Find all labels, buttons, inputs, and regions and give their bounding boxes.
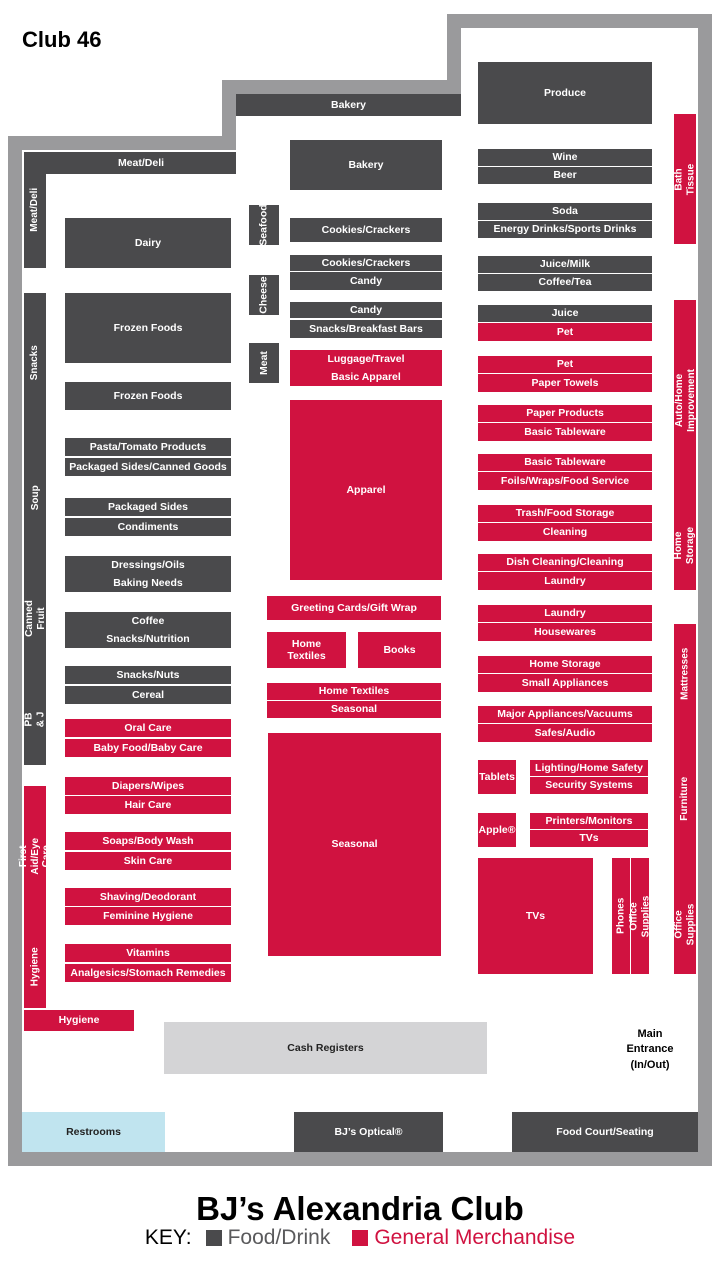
area-cash-registers	[164, 1022, 487, 1074]
area-label: Packaged Sides	[108, 500, 188, 513]
area-hygiene-side	[24, 926, 46, 1008]
legend-food-text: Food/Drink	[227, 1226, 331, 1249]
legend	[0, 1226, 720, 1250]
area-label: Condiments	[117, 520, 179, 533]
area-label: Home Storage	[673, 526, 697, 564]
area-label: Dairy	[134, 236, 162, 249]
area-label: TVs	[579, 832, 599, 845]
area-paper-towels	[478, 374, 652, 392]
area-label: Packaged Sides/Canned Goods	[69, 460, 227, 473]
area-label: Feminine Hygiene	[103, 909, 193, 922]
area-printers	[530, 813, 648, 829]
area-label: Security Systems	[545, 779, 633, 792]
area-label: Basic Tableware	[524, 425, 606, 438]
area-label: TVs	[525, 909, 546, 922]
area-cheese	[249, 275, 279, 315]
area-label: Auto/Home Improvement	[673, 368, 697, 432]
area-label: Seafood	[257, 204, 270, 246]
area-pbj-side	[24, 673, 46, 765]
area-foils	[478, 472, 652, 490]
area-label: Cash Registers	[287, 1041, 364, 1054]
area-label: Basic Tableware	[524, 456, 606, 469]
area-label: Analgesics/Stomach Remedies	[70, 966, 226, 979]
area-label: Soda	[552, 205, 578, 218]
area-small-appliances	[478, 674, 652, 692]
area-label: Juice/Milk	[539, 258, 591, 271]
area-label: Produce	[543, 86, 586, 99]
area-basic-tableware-1	[478, 423, 652, 441]
area-food-court	[512, 1112, 698, 1152]
area-label: Frozen Foods	[113, 321, 183, 334]
area-home-storage-side	[674, 500, 696, 590]
area-home-storage	[478, 656, 652, 673]
area-label: Soup	[29, 485, 41, 511]
area-basic-tableware-2	[478, 454, 652, 471]
area-cleaning	[478, 523, 652, 541]
area-first-aid-side	[17, 786, 52, 926]
area-candy-1	[290, 272, 442, 290]
area-produce	[478, 62, 652, 124]
area-tablets	[478, 760, 516, 794]
area-label: Candy	[349, 303, 383, 316]
area-label: Main Entrance (In/Out)	[626, 1027, 674, 1071]
area-label: Oral Care	[124, 721, 172, 734]
area-label: Canned Fruit	[23, 599, 47, 637]
area-label: Skin Care	[123, 854, 173, 867]
area-pet-1	[478, 323, 652, 341]
area-label: Snacks/Breakfast Bars	[309, 322, 423, 335]
area-label: Baby Food/Baby Care	[93, 741, 203, 754]
area-hygiene-bottom	[24, 1010, 134, 1031]
area-main-entrance	[610, 1024, 690, 1076]
area-label: Wine	[552, 151, 578, 164]
area-analgesics	[65, 964, 231, 982]
area-wine	[478, 149, 652, 166]
area-label: Pet	[556, 358, 574, 371]
area-energy	[478, 221, 652, 238]
area-packaged-sides	[65, 498, 231, 516]
area-meat	[249, 343, 279, 383]
area-label: Printers/Monitors	[545, 814, 633, 827]
area-label: BJ’s Optical®	[334, 1125, 403, 1138]
area-tvs-small	[530, 830, 648, 847]
area-greeting-cards	[267, 596, 441, 620]
area-seasonal-2	[268, 733, 441, 956]
area-snacks-side	[24, 293, 46, 433]
area-soup-side	[24, 433, 46, 563]
legend-label: KEY:	[144, 1226, 192, 1249]
area-laundry-2	[478, 605, 652, 622]
area-optical	[294, 1112, 443, 1152]
area-furniture	[674, 724, 696, 874]
area-label: Small Appliances	[521, 676, 609, 689]
area-tvs-big	[478, 858, 593, 974]
area-label: Pasta/Tomato Products	[89, 440, 207, 453]
area-seafood	[249, 205, 279, 245]
area-label: Cereal	[131, 688, 165, 701]
area-basic-apparel	[290, 368, 442, 386]
area-luggage	[290, 350, 442, 368]
area-label: Cookies/Crackers	[321, 256, 411, 269]
area-label: Home Textiles	[318, 685, 390, 698]
area-hair-care	[65, 796, 231, 814]
area-label: Dish Cleaning/Cleaning	[506, 556, 624, 569]
area-soaps	[65, 832, 231, 850]
area-label: Cheese	[257, 276, 270, 314]
area-label: Soaps/Body Wash	[102, 834, 194, 847]
area-label: Frozen Foods	[113, 389, 183, 402]
area-mattresses	[674, 624, 696, 724]
area-label: Phones	[615, 897, 627, 935]
area-label: Greeting Cards/Gift Wrap	[291, 601, 417, 614]
area-label: Juice	[551, 307, 579, 320]
area-office-supplies-side	[674, 874, 696, 974]
area-label: Lighting/Home Safety	[535, 761, 643, 774]
area-pet-2	[478, 356, 652, 373]
area-apple	[478, 813, 516, 847]
area-office-supplies-inner	[628, 858, 652, 974]
area-label: Office Supplies	[628, 895, 652, 937]
area-pasta	[65, 438, 231, 456]
area-label: Beer	[553, 169, 577, 182]
area-label: First Aid/Eye Care	[17, 837, 52, 875]
map-title: BJ’s Alexandria Club	[196, 1190, 524, 1227]
area-label: Foils/Wraps/Food Service	[500, 474, 630, 487]
area-label: Trash/Food Storage	[515, 507, 615, 520]
area-label: Books	[383, 643, 416, 656]
area-label: Bakery	[348, 158, 384, 171]
area-label: Hair Care	[124, 798, 172, 811]
legend-food-swatch	[206, 1230, 222, 1246]
area-label: Dressings/Oils	[111, 558, 185, 571]
legend-gm-text: General Merchandise	[374, 1226, 576, 1249]
area-diapers	[65, 777, 231, 795]
area-label: Meat	[257, 351, 270, 375]
area-snacks-nuts	[65, 666, 231, 684]
area-label: Housewares	[534, 625, 596, 638]
area-feminine	[65, 907, 231, 925]
area-baby-food	[65, 739, 231, 757]
area-label: Meat/Deli	[117, 156, 165, 169]
area-label: Snacks/Nutrition	[106, 632, 190, 645]
area-label: Mattresses	[679, 647, 691, 701]
area-housewares	[478, 623, 652, 641]
area-books	[358, 632, 441, 668]
area-label: Paper Towels	[531, 376, 599, 389]
area-lighting	[530, 760, 648, 776]
area-label: Hygiene	[58, 1014, 100, 1027]
area-apparel	[290, 400, 442, 580]
area-seasonal-1	[267, 701, 441, 718]
area-laundry-1	[478, 572, 652, 590]
area-label: Diapers/Wipes	[111, 779, 185, 792]
area-coffee-tea	[478, 274, 652, 291]
area-label: Seasonal	[331, 838, 378, 851]
area-oral-care	[65, 719, 231, 737]
area-label: Major Appliances/Vacuums	[497, 708, 633, 721]
area-cookies-1	[290, 218, 442, 242]
area-dairy	[65, 218, 231, 268]
area-juice	[478, 305, 652, 322]
area-beer	[478, 167, 652, 184]
area-major-appliances	[478, 706, 652, 723]
area-bakery-top	[236, 94, 461, 116]
area-label: Tablets	[479, 770, 515, 783]
area-label: Cleaning	[542, 525, 588, 538]
area-meat-deli-side	[24, 152, 46, 268]
area-shaving	[65, 888, 231, 906]
area-dressings	[65, 556, 231, 574]
area-label: Food Court/Seating	[556, 1125, 654, 1138]
area-label: Candy	[349, 274, 383, 287]
area-label: Snacks	[29, 345, 41, 381]
area-paper-products	[478, 405, 652, 422]
area-label: Hygiene	[29, 947, 41, 987]
area-juice-milk	[478, 256, 652, 273]
area-label: Snacks/Nuts	[116, 668, 180, 681]
area-label: Meat/Deli	[29, 188, 41, 232]
area-label: Apparel	[346, 483, 386, 496]
area-skin-care	[65, 852, 231, 870]
area-label: PB & J	[23, 711, 46, 727]
area-label: Home Storage	[529, 658, 601, 671]
area-phones	[612, 858, 630, 974]
area-auto-home	[674, 300, 696, 500]
area-label: Office Supplies	[673, 903, 697, 945]
area-snacks-nutrition	[65, 630, 231, 648]
legend-gm-swatch	[352, 1230, 368, 1246]
area-label: Laundry	[544, 607, 586, 620]
area-home-textiles-2	[267, 683, 441, 700]
area-label: Energy Drinks/Sports Drinks	[493, 223, 637, 236]
area-security	[530, 777, 648, 794]
area-dish-cleaning	[478, 554, 652, 571]
club-number: Club 46	[22, 27, 102, 52]
area-frozen-1	[65, 293, 231, 363]
area-home-textiles-1	[267, 632, 346, 668]
area-snacks-breakfast	[290, 320, 442, 338]
area-label: Seasonal	[330, 703, 378, 716]
area-label: Coffee/Tea	[538, 276, 592, 289]
area-label: Pet	[556, 325, 574, 338]
area-label: Cookies/Crackers	[321, 223, 411, 236]
area-label: Bath Tissue	[673, 163, 696, 195]
area-safes	[478, 724, 652, 742]
area-label: Coffee	[131, 614, 165, 627]
area-label: Luggage/Travel	[327, 352, 405, 365]
area-label: Bakery	[330, 98, 367, 111]
area-cereal	[65, 686, 231, 704]
area-label: Paper Products	[526, 407, 604, 420]
area-label: Laundry	[544, 574, 586, 587]
area-label: Baking Needs	[113, 576, 183, 589]
area-coffee	[65, 612, 231, 630]
area-label: Apple®	[478, 823, 516, 836]
area-frozen-2	[65, 382, 231, 410]
area-soda	[478, 203, 652, 220]
area-meat-deli-top	[46, 152, 236, 174]
area-baking	[65, 574, 231, 592]
area-trash	[478, 505, 652, 522]
area-label: Basic Apparel	[331, 370, 401, 383]
area-condiments	[65, 518, 231, 536]
area-canned-fruit-side	[24, 563, 46, 673]
area-label: Furniture	[679, 777, 691, 821]
area-label: Home Textiles	[287, 637, 326, 662]
area-bath-tissue	[674, 114, 696, 244]
area-label: Shaving/Deodorant	[99, 890, 197, 903]
area-cookies-2	[290, 255, 442, 271]
area-restrooms	[22, 1112, 165, 1152]
area-vitamins	[65, 944, 231, 962]
area-label: Vitamins	[126, 946, 170, 959]
area-label: Restrooms	[66, 1125, 121, 1138]
area-label: Safes/Audio	[534, 726, 596, 739]
area-candy-2	[290, 302, 442, 318]
area-packaged-canned	[65, 458, 231, 476]
area-bakery-center	[290, 140, 442, 190]
